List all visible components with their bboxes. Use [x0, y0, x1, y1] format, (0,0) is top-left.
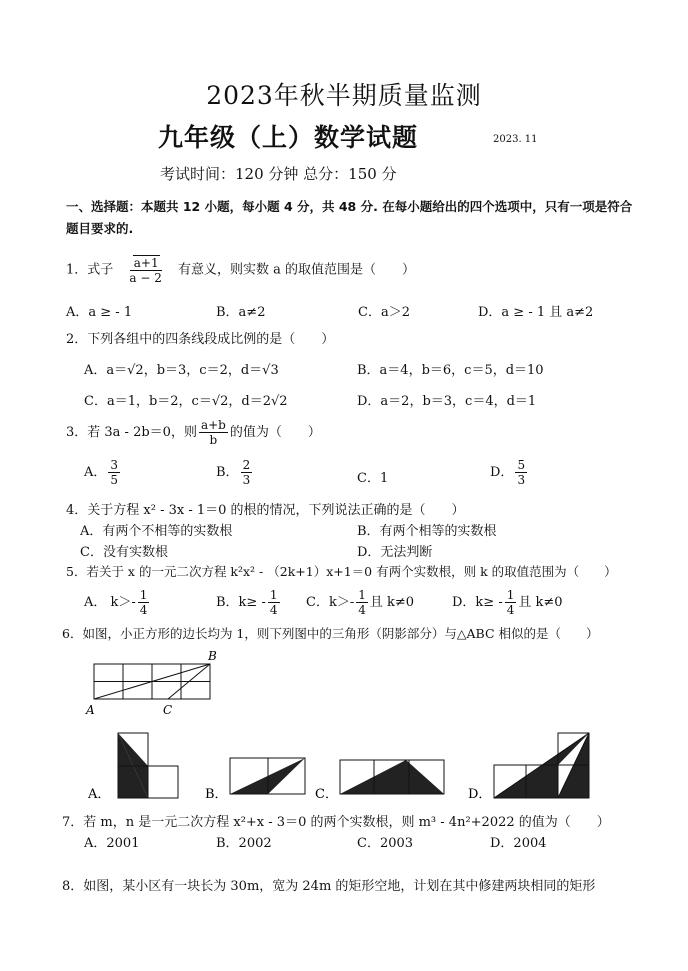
q6-option-a-label: A． — [88, 787, 111, 802]
exam-date: 2023. 11 — [493, 134, 538, 145]
point-b-label: B — [208, 649, 217, 663]
section-heading: 一、选择题：本题共 12 小题，每小题 4 分，共 48 分. 在每小题给出的四个选项中，只有一项是符合题目要求的. — [66, 199, 633, 236]
q7-option-b: B．2002 — [216, 836, 272, 851]
question-6: 6．如图，小正方形的边长均为 1，则下列图中的三角形（阴影部分）与△ABC 相似的是（ ） — [62, 626, 599, 641]
q1-suffix: 有意义，则实数 a 的取值范围是（ ） — [178, 262, 416, 278]
q5-b-den: 4 — [269, 603, 278, 617]
exam-info: 考试时间：120 分钟 总分：150 分 — [160, 165, 397, 183]
q3-a-den: 5 — [110, 473, 119, 487]
q3-frac-num: a+b — [200, 418, 226, 432]
q6-option-c-label: C． — [315, 787, 338, 802]
q6-figure-d — [494, 733, 589, 798]
q3-a-num: 3 — [110, 458, 119, 472]
point-a-label: A — [86, 703, 95, 717]
q3-suffix: 的值为（ ） — [229, 425, 321, 440]
q6-main-grid — [94, 664, 210, 699]
q6-figure-b — [230, 758, 305, 794]
q5-c-den: 4 — [358, 603, 366, 617]
q5-d-den: 4 — [506, 603, 515, 617]
q7-option-d: D．2004 — [490, 836, 547, 851]
q5-c-text: C．k＞- — [306, 595, 355, 610]
q6-option-b-label: B． — [205, 787, 228, 802]
q7-option-c: C．2003 — [357, 836, 414, 851]
q5-d-num: 1 — [506, 588, 515, 602]
q3-option-b-label: B． — [216, 465, 239, 480]
q4-option-a: A．有两个不相等的实数根 — [80, 524, 233, 539]
exam-subtitle: 九年级（上）数学试题 — [158, 123, 419, 152]
q5-b-text: B．k≥ - — [216, 595, 266, 610]
q3-d-den: 3 — [517, 473, 526, 487]
q2-option-a: A．a＝√2，b＝3，c＝2，d＝√3 — [84, 363, 279, 378]
q1-option-b: B．a≠2 — [216, 305, 266, 320]
q2-option-c: C．a＝1，b＝2，c＝√2，d＝2√2 — [84, 394, 288, 409]
q1-option-a: A．a ≥ - 1 — [66, 305, 133, 320]
q6-option-d-label: D． — [468, 787, 492, 802]
question-7: 7．若 m，n 是一元二次方程 x²+x - 3＝0 的两个实数根，则 m³ - 4n²+2022 的值为（ ） — [62, 815, 610, 830]
q3-d-num: 5 — [517, 458, 526, 472]
q3-prefix: 3．若 3a - 2b＝0，则 — [66, 425, 197, 440]
q3-b-num: 2 — [242, 458, 251, 472]
q5-a-num: 1 — [139, 588, 148, 602]
q6-figure-a — [118, 733, 178, 798]
q3-option-d-label: D． — [490, 465, 514, 480]
q7-option-a: A．2001 — [84, 836, 140, 851]
q3-option-a-label: A． — [84, 465, 107, 480]
q1-frac-num: a+1 — [133, 256, 159, 270]
q6-figure-c — [340, 760, 444, 794]
q5-a-den: 4 — [139, 603, 148, 617]
q4-option-c: C．没有实数根 — [80, 545, 168, 560]
q3-option-c: C．1 — [357, 471, 389, 486]
q2-option-d: D．a＝2，b＝3，c＝4，d＝1 — [357, 394, 537, 409]
exam-title: 2023年秋半期质量监测 — [206, 81, 482, 110]
q5-a-text: A． k＞- — [84, 595, 136, 610]
q3-frac-den: b — [209, 433, 218, 447]
q2-option-b: B．a＝4，b＝6，c＝5，d＝10 — [357, 363, 544, 378]
q5-d-tail: 且 k≠0 — [518, 595, 563, 610]
question-5: 5．若关于 x 的一元二次方程 k²x² - （2k+1）x+1＝0 有两个实数根，则 k 的取值范围为（ ） — [66, 564, 617, 579]
question-4: 4．关于方程 x² - 3x - 1＝0 的根的情况，下列说法正确的是（ ） — [66, 503, 465, 518]
q3-b-den: 3 — [242, 473, 251, 487]
q4-option-d: D．无法判断 — [357, 545, 433, 560]
point-c-label: C — [163, 703, 173, 717]
q1-prefix: 1．式子 — [66, 262, 114, 278]
q5-c-num: 1 — [358, 588, 366, 602]
q5-c-tail: 且 k≠0 — [369, 595, 415, 610]
q5-d-text: D．k≥ - — [452, 595, 503, 610]
q4-option-b: B．有两个相等的实数根 — [357, 524, 497, 539]
q1-option-c: C．a＞2 — [358, 305, 410, 320]
question-8: 8．如图，某小区有一块长为 30m，宽为 24m 的矩形空地，计划在其中修建两块相同的矩形 — [62, 879, 596, 894]
question-2: 2．下列各组中的四条线段成比例的是（ ） — [66, 332, 335, 347]
q1-option-d: D．a ≥ - 1 且 a≠2 — [478, 305, 594, 320]
q5-b-num: 1 — [269, 588, 278, 602]
q1-frac-den: a − 2 — [129, 271, 162, 285]
